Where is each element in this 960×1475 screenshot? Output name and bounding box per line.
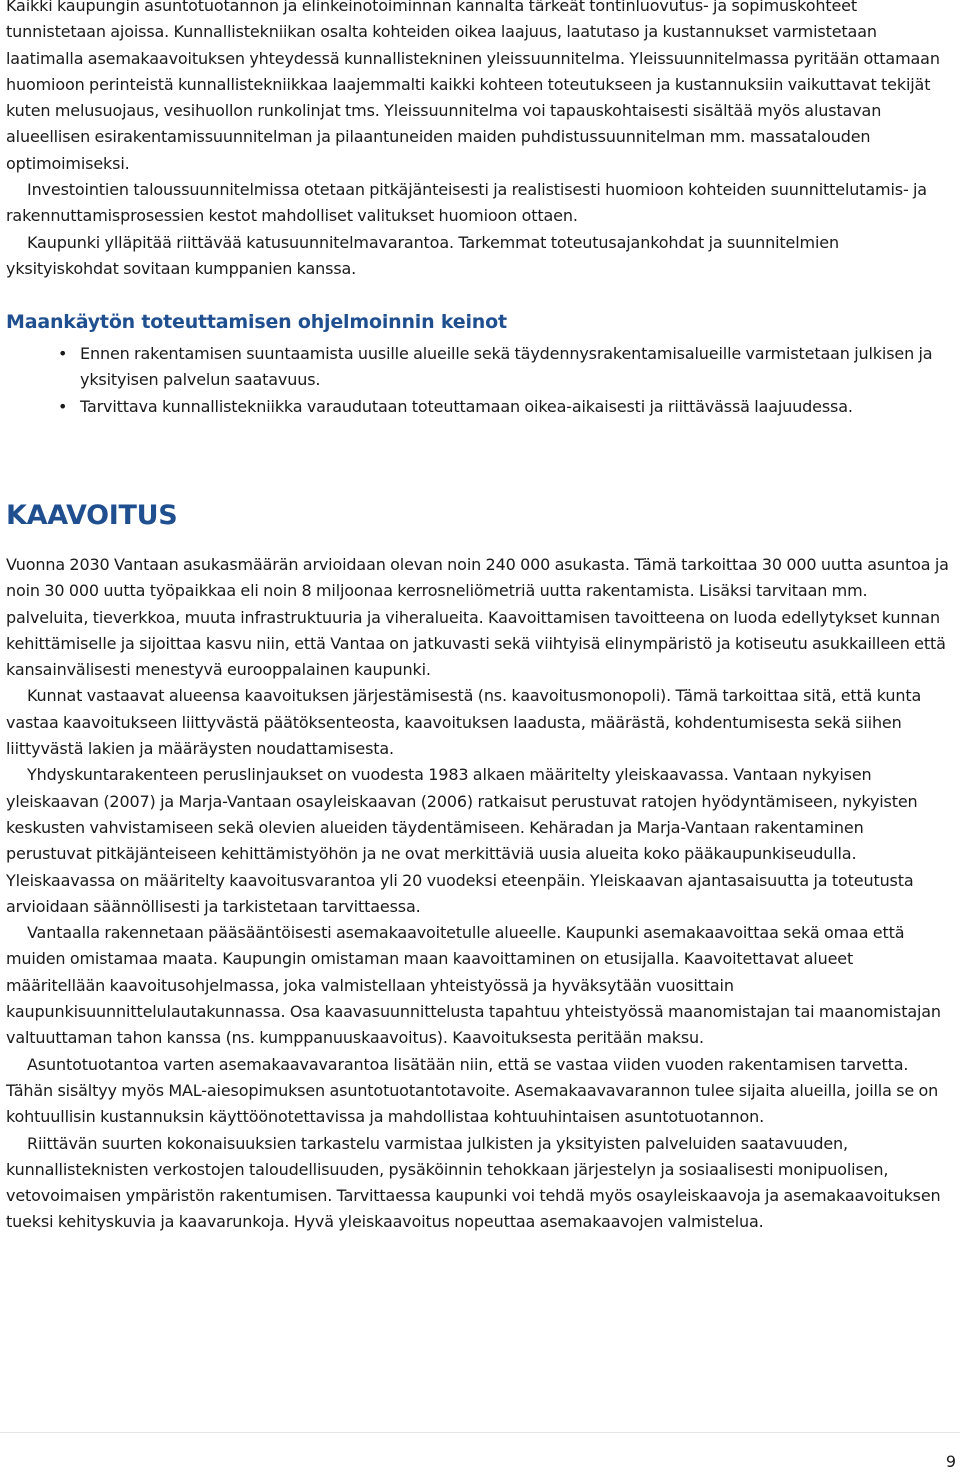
bullet-list [58,341,950,420]
main-paragraph-2: Kunnat vastaavat alueensa kaavoituksen järjestämisestä (ns. kaavoitusmonopoli). Tämä tarkoittaa sitä, että kunta vastaa kaavoitukseen liittyvästä päätöksenteosta, kaavoituksen laadusta, määrästä, kohdentumisesta sekä siihen liittyvästä lakien ja määräysten noudattamisesta. [6,686,922,759]
bullet-marker: • [58,396,68,416]
intro-paragraph-3: Kaupunki ylläpitää riittävää katusuunnitelmavarantoa. Tarkemmat toteutusajankohdat ja suunnitelmien yksityiskohdat sovitaan kumppanien kanssa. [6,232,839,278]
main-section [6,552,950,1236]
section-heading: Maankäytön toteuttamisen ohjelmoinnin keinot [6,311,507,333]
bullet-text: Tarvittava kunnallistekniikka varaudutaan toteuttamaan oikea-aikaisesti ja riittävässä laajuudessa. [80,396,853,416]
page-number: 9 [945,1452,956,1471]
bullet-text: Ennen rakentamisen suuntaamista uusille alueille sekä täydennysrakentamisalueille varmistetaan julkisen ja yksityisen palvelun saatavuus. [80,344,933,390]
main-paragraph-4: Vantaalla rakennetaan pääsääntöisesti asemakaavoitetulle alueelle. Kaupunki asemakaavoittaa sekä omaa että muiden omistamaa maata. Kaupungin omistaman maan kaavoittaminen on etusijalla. Kaavoitettavat alueet määritellään kaavoitusohjelmassa, joka valmistellaan yhteistyössä ja hyväksytään vuosittain kaupunkisuunnittelulautakunnassa. Osa kaavasuunnittelusta tapahtuu yhteistyössä maanomistajan tai maanomistajan valtuuttaman tahon kanssa (ns. kumppanuuskaavoitus). Kaavoituksesta peritään maksu. [6,923,941,1048]
intro-paragraph-1: Kaikki kaupungin asuntotuotannon ja elinkeinotoiminnan kannalta tärkeät tontinluovutus- ja sopimuskohteet tunnistetaan ajoissa. Kunnallistekniikan osalta kohteiden oikea laajuus, laatutaso ja kustannukset varmistetaan laatimalla asemakaavoituksen yhteydessä kunnallistekninen yleissuunnitelma. Yleissuunnitelmassa pyritään ottamaan huomioon perinteistä kunnallistekniikkaa laajemmalti kaikki kohteen toteutukseen ja kustannuksiin vaikuttavat tekijät kuten melusuojaus, vesihuollon runkolinjat tms. Yleissuunnitelma voi tapauskohtaisesti sisältää myös alustavan alueellisen esirakentamissuunnitelman ja pilaantuneiden maiden puhdistussuunnitelman mm. massatalouden optimoimiseksi. [6,0,940,173]
main-heading: KAAVOITUS [6,500,178,531]
intro-paragraph-2: Investointien taloussuunnitelmissa otetaan pitkäjänteisesti ja realistisesti huomioon kohteiden suunnittelutamis- ja rakennuttamisprosessien kestot mahdolliset valitukset huomioon ottaen. [6,180,927,226]
main-paragraph-5: Asuntotuotantoa varten asemakaavavarantoa lisätään niin, että se vastaa viiden vuoden rakentamisen tarvetta. Tähän sisältyy myös MAL-aiesopimuksen asuntotuotantotavoite. Asemakaavavarannon tulee sijaita alueilla, joilla se on kohtuullisin kustannuksin käyttöönotettavissa ja mahdollistaa kohtuuhintaisen asuntotuotannon. [6,1054,939,1127]
bullet-item-2 [58,394,950,420]
main-paragraph-6: Riittävän suurten kokonaisuuksien tarkastelu varmistaa julkisten ja yksityisten palveluiden saatavuuden, kunnallisteknisten verkostojen taloudellisuuden, pysäköinnin tehokkaan järjestelyn ja sosiaalisesti monipuolisen, vetovoimaisen ympäristön rakentumisen. Tarvittaessa kaupunki voi tehdä myös osayleiskaavoja ja asemakaavoituksen tueksi kehityskuvia ja kaavarunkoja. Hyvä yleiskaavoitus nopeuttaa asemakaavojen valmistelua. [6,1133,941,1232]
main-paragraph-1: Vuonna 2030 Vantaan asukasmäärän arvioidaan olevan noin 240 000 asukasta. Tämä tarkoittaa 30 000 uutta asuntoa ja noin 30 000 uutta työpaikkaa eli noin 8 miljoonaa kerrosneliömetriä uutta rakentamista. Lisäksi tarvitaan mm. palveluita, tieverkkoa, muuta infrastruktuuria ja viheralueita. Kaavoittamisen tavoitteena on luoda edellytykset kunnan kehittämiselle ja sijoittaa kasvu niin, että Vantaa on jatkuvasti sekä viihtyisä elinympäristö ja kotiseutu asukkailleen että kansainvälisesti menestyvä eurooppalainen kaupunki. [6,555,949,680]
bullet-item-1 [58,341,950,394]
main-paragraph-3: Yhdyskuntarakenteen peruslinjaukset on vuodesta 1983 alkaen määritelty yleiskaavassa. Vantaan nykyisen yleiskaavan (2007) ja Marja-Vantaan osayleiskaavan (2006) ratkaisut perustuvat ratojen hyödyntämiseen, nykyisten keskusten vahvistamiseen sekä olevien alueiden täydentämiseen. Kehäradan ja Marja-Vantaan rakentaminen perustuvat pitkäjänteiseen kehittämistyöhön ja ne ovat merkittäviä uusia alueita koko pääkaupunkiseudulla. Yleiskaavassa on määritelty kaavoitusvarantoa yli 20 vuodeksi eteenpäin. Yleiskaavan ajantasaisuutta ja toteutusta arvioidaan säännöllisesti ja tarkistetaan tarvittaessa. [6,765,918,916]
intro-section [6,0,950,282]
bullet-marker: • [58,344,68,363]
footer-divider [0,1432,960,1433]
